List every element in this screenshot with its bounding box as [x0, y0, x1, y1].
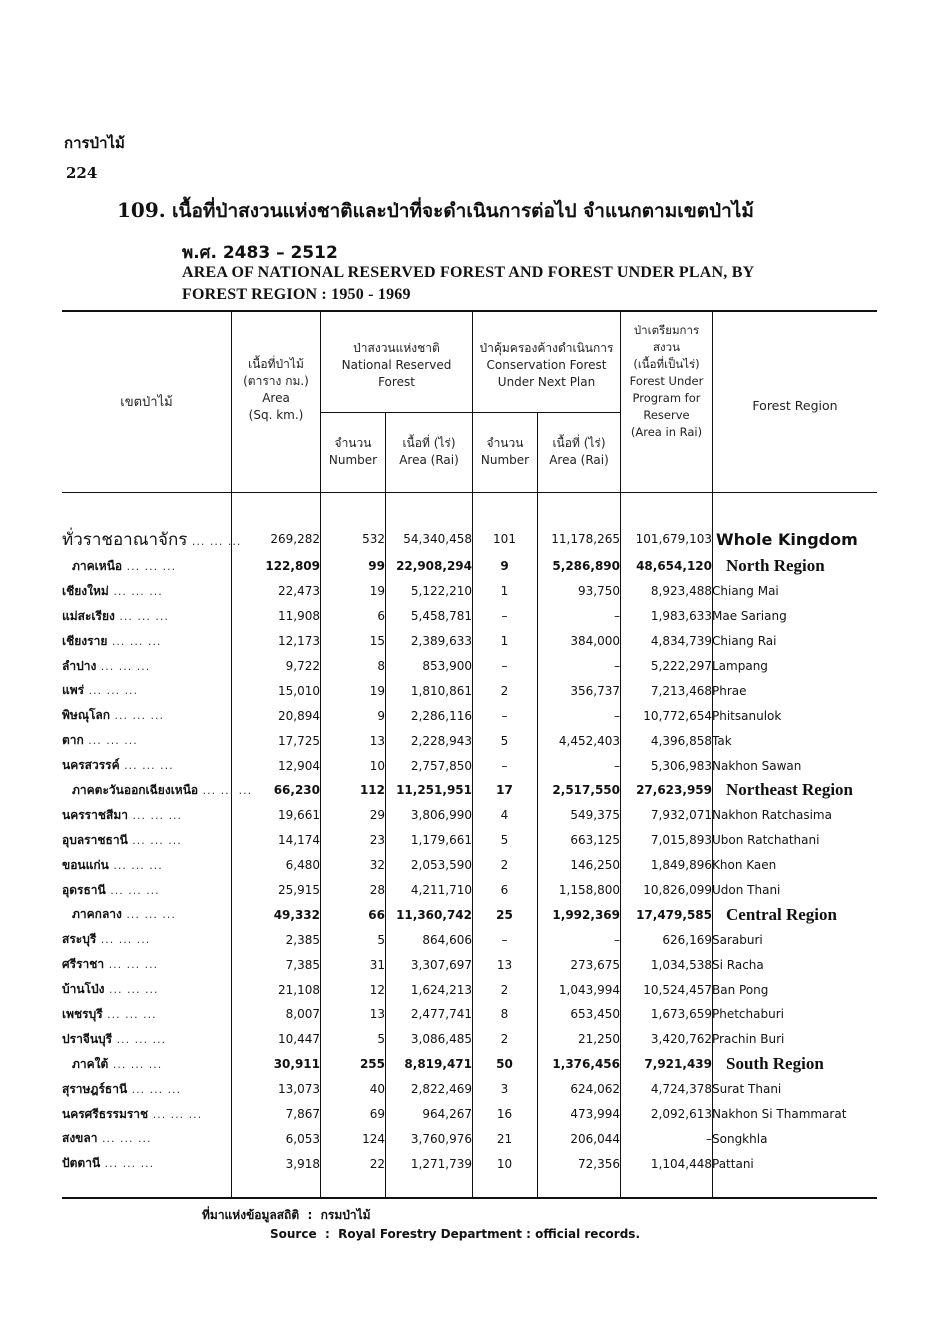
- cell-cf-num: 5: [500, 733, 509, 748]
- cell-cf-area: 72,356: [578, 1156, 620, 1171]
- cell-area: 3,918: [285, 1156, 320, 1171]
- cell-th: นครราชสีมา ... ... ...: [62, 807, 182, 822]
- cell-th: เชียงใหม่ ... ... ...: [62, 583, 163, 598]
- cell-cf-area: 1,376,456: [552, 1057, 620, 1072]
- cell-prog: 5,306,983: [650, 758, 712, 773]
- cell-area: 49,332: [273, 907, 320, 922]
- cell-en: Mae Sariang: [712, 609, 787, 624]
- cell-cf-area: 663,125: [570, 833, 620, 848]
- cell-nrf-num: 9: [377, 708, 385, 723]
- cell-cf-area: 549,375: [570, 808, 620, 823]
- cell-nrf-area: 2,228,943: [410, 733, 472, 748]
- cell-th: ภาคกลาง ... ... ...: [72, 907, 176, 922]
- cell-nrf-area: 2,389,633: [410, 634, 472, 649]
- cell-th: แม่สะเรียง ... ... ...: [62, 608, 169, 623]
- cell-nrf-num: 112: [359, 783, 385, 798]
- cell-area: 7,385: [285, 957, 320, 972]
- cell-th: ภาคใต้ ... ... ...: [72, 1056, 163, 1071]
- header-nrf-area: เนื้อที่ (ไร่) Area (Rai): [399, 436, 459, 467]
- cell-nrf-num: 124: [362, 1131, 385, 1146]
- cell-cf-area: 11,178,265: [551, 532, 620, 546]
- table-row: [62, 878, 877, 903]
- cell-cf-num: 4: [500, 808, 509, 823]
- cell-area: 2,385: [285, 932, 320, 947]
- cell-th: ศรีราชา ... ... ...: [62, 957, 159, 972]
- table-row: [62, 1102, 877, 1127]
- table-row: [62, 927, 877, 952]
- cell-nrf-area: 54,340,458: [403, 532, 472, 546]
- cell-prog: 1,849,896: [650, 858, 712, 873]
- header-nrf-number: จำนวน Number: [328, 436, 378, 467]
- cell-en: Tak: [712, 733, 732, 748]
- cell-th: บ้านโป่ง ... ... ...: [62, 982, 159, 997]
- cell-en: Ubon Ratchathani: [712, 833, 820, 848]
- cell-area: 19,661: [278, 808, 320, 823]
- cell-prog: 101,679,103: [635, 532, 712, 546]
- cell-nrf-num: 255: [359, 1057, 385, 1072]
- cell-en: Prachin Buri: [712, 1032, 785, 1047]
- table-top-rule: [62, 310, 877, 312]
- cell-nrf-num: 10: [369, 758, 385, 773]
- table-row: [62, 853, 877, 878]
- cell-cf-num: 9: [500, 559, 509, 574]
- cell-en: Khon Kaen: [712, 858, 777, 873]
- cell-cf-area: –: [614, 932, 620, 947]
- cell-nrf-area: 1,624,213: [410, 982, 472, 997]
- cell-nrf-num: 19: [369, 683, 385, 698]
- cell-cf-num: 50: [496, 1057, 513, 1072]
- cell-nrf-area: 964,267: [422, 1107, 472, 1122]
- cell-en: Nakhon Sawan: [712, 758, 802, 773]
- cell-nrf-area: 3,086,485: [410, 1032, 472, 1047]
- cell-cf-area: 624,062: [570, 1082, 620, 1097]
- cell-area: 15,010: [278, 683, 320, 698]
- table-row: [62, 678, 877, 703]
- cell-area: 17,725: [278, 733, 320, 748]
- title-thai: เนื้อที่ป่าสงวนแห่งชาติและป่าที่จะดำเนินการต่อไป จำแนกตามเขตป่าไม้: [172, 200, 754, 222]
- cell-cf-area: 1,043,994: [558, 982, 620, 997]
- cell-cf-area: 356,737: [570, 683, 620, 698]
- cell-area: 9,722: [285, 659, 320, 673]
- cell-prog: 4,834,739: [650, 634, 712, 649]
- cell-area: 30,911: [273, 1057, 320, 1072]
- cell-nrf-num: 5: [377, 1032, 385, 1047]
- cell-th: ภาคเหนือ ... ... ...: [72, 558, 177, 573]
- cell-cf-num: 2: [500, 1032, 509, 1047]
- cell-cf-area: 1,992,369: [552, 907, 620, 922]
- cell-nrf-area: 11,251,951: [396, 783, 472, 798]
- cell-cf-num: 2: [500, 982, 509, 997]
- cell-en: Northeast Region: [726, 780, 854, 800]
- cell-cf-area: –: [614, 659, 620, 673]
- cell-en: Chiang Mai: [712, 584, 779, 599]
- cell-th: นครศรีธรรมราช ... ... ...: [62, 1106, 203, 1121]
- cell-cf-area: 206,044: [570, 1131, 620, 1146]
- header-forest-region-en: Forest Region: [752, 398, 838, 413]
- cell-prog: 7,015,893: [650, 833, 712, 848]
- table-row: [62, 803, 877, 828]
- cell-nrf-num: 28: [369, 883, 385, 898]
- cell-en: Songkhla: [712, 1131, 768, 1146]
- cell-nrf-num: 12: [369, 982, 385, 997]
- cell-area: 12,173: [278, 634, 320, 649]
- cell-th: แพร่ ... ... ...: [62, 683, 139, 698]
- cell-nrf-num: 66: [368, 907, 385, 922]
- cell-prog: 1,983,633: [650, 609, 712, 624]
- cell-area: 11,908: [278, 609, 320, 624]
- cell-nrf-num: 69: [369, 1107, 385, 1122]
- table-row: [62, 753, 877, 778]
- table-row: [62, 952, 877, 977]
- cell-prog: 1,034,538: [650, 957, 712, 972]
- header-cf-area: เนื้อที่ (ไร่) Area (Rai): [549, 436, 609, 467]
- cell-cf-num: –: [501, 659, 508, 673]
- table-bottom-rule: [62, 1197, 877, 1199]
- table-row: [62, 1002, 877, 1027]
- cell-th: อุดรธานี ... ... ...: [62, 882, 160, 897]
- cell-nrf-area: 3,760,976: [410, 1131, 472, 1146]
- cell-area: 12,904: [278, 758, 320, 773]
- header-bottom-rule: [62, 492, 877, 493]
- cell-cf-num: –: [501, 758, 508, 773]
- table-row: [62, 554, 877, 579]
- cell-cf-num: 3: [500, 1082, 509, 1097]
- cell-th: นครสวรรค์ ... ... ...: [62, 758, 174, 773]
- cell-en: Phetchaburi: [712, 1007, 784, 1022]
- cell-nrf-area: 11,360,742: [396, 907, 472, 922]
- section-name: การป่าไม้: [64, 134, 125, 152]
- cell-cf-num: –: [501, 932, 508, 947]
- cell-en: Surat Thani: [712, 1082, 782, 1097]
- cell-nrf-area: 1,271,739: [410, 1156, 472, 1171]
- cell-cf-num: 16: [496, 1107, 513, 1122]
- cell-nrf-area: 2,757,850: [410, 758, 472, 773]
- cell-prog: 48,654,120: [636, 559, 712, 574]
- cell-en: Whole Kingdom: [716, 529, 858, 549]
- cell-nrf-area: 2,053,590: [410, 858, 472, 873]
- cell-area: 66,230: [273, 783, 320, 798]
- cell-nrf-num: 8: [377, 659, 385, 673]
- cell-nrf-area: 1,179,661: [410, 833, 472, 848]
- cell-nrf-area: 8,819,471: [404, 1057, 472, 1072]
- cell-nrf-num: 22: [369, 1156, 385, 1171]
- cell-cf-area: –: [614, 708, 620, 723]
- cell-nrf-num: 40: [369, 1082, 385, 1097]
- cell-cf-num: 13: [496, 957, 513, 972]
- cell-cf-num: 1: [500, 584, 509, 599]
- cell-area: 7,867: [285, 1107, 320, 1122]
- cell-cf-num: 2: [500, 858, 509, 873]
- cell-th: ขอนแก่น ... ... ...: [62, 857, 163, 872]
- table-row: [62, 1027, 877, 1052]
- cell-en: Chiang Rai: [712, 634, 777, 649]
- cell-nrf-num: 23: [369, 833, 385, 848]
- cell-area: 21,108: [278, 982, 320, 997]
- cell-prog: 1,673,659: [650, 1007, 712, 1022]
- cell-cf-num: 6: [500, 883, 509, 898]
- cell-th: อุบลราชธานี ... ... ...: [62, 832, 182, 847]
- cell-prog: 626,169: [662, 932, 712, 947]
- cell-cf-area: 384,000: [570, 634, 620, 649]
- cell-nrf-num: 532: [362, 532, 385, 546]
- cell-cf-area: 273,675: [570, 957, 620, 972]
- cell-cf-area: –: [614, 758, 620, 773]
- header-forest-under-program: ป่าเตรียมการ สงวน (เนื้อที่เป็นไร่) Forest Under Program for Reserve (Area in Rai): [629, 323, 704, 439]
- cell-th: สุราษฎร์ธานี ... ... ...: [62, 1081, 182, 1096]
- table-row: [62, 703, 877, 728]
- cell-cf-num: 21: [496, 1131, 513, 1146]
- cell-area: 25,915: [278, 883, 320, 898]
- cell-en: Phitsanulok: [712, 708, 782, 723]
- cell-prog: 2,092,613: [650, 1107, 712, 1122]
- cell-en: Phrae: [712, 683, 747, 698]
- cell-nrf-area: 2,822,469: [410, 1082, 472, 1097]
- cell-prog: 3,420,762: [650, 1032, 712, 1047]
- table-row: [62, 902, 877, 927]
- table-row: [62, 1126, 877, 1151]
- cell-area: 269,282: [270, 532, 320, 546]
- cell-en: Nakhon Si Thammarat: [712, 1107, 847, 1122]
- cell-th: สงขลา ... ... ...: [62, 1131, 152, 1146]
- header-cf-number: จำนวน Number: [480, 436, 530, 467]
- cell-th: เพชรบุรี ... ... ...: [62, 1006, 157, 1021]
- cell-nrf-num: 31: [369, 957, 385, 972]
- cell-nrf-num: 32: [369, 858, 385, 873]
- table-row: [62, 1151, 877, 1176]
- cell-nrf-area: 22,908,294: [396, 559, 472, 574]
- title-english-line1: AREA OF NATIONAL RESERVED FOREST AND FOREST UNDER PLAN, BY: [182, 264, 755, 281]
- header-national-reserved-forest: ป่าสงวนแห่งชาติ National Reserved Forest: [341, 341, 452, 389]
- cell-th: ปัตตานี ... ... ...: [62, 1156, 155, 1171]
- title-thai-year: พ.ศ. 2483 – 2512: [182, 243, 338, 263]
- cell-nrf-num: 5: [377, 932, 385, 947]
- table-row: [62, 654, 877, 679]
- table-row: [62, 579, 877, 604]
- table-row: [62, 524, 877, 554]
- cell-cf-area: 5,286,890: [552, 559, 620, 574]
- cell-area: 6,480: [285, 858, 320, 873]
- cell-nrf-area: 2,477,741: [410, 1007, 472, 1022]
- cell-en: North Region: [726, 556, 825, 576]
- cell-cf-area: 1,158,800: [558, 883, 620, 898]
- cell-area: 10,447: [278, 1032, 320, 1047]
- cell-cf-num: 8: [500, 1007, 509, 1022]
- cell-prog: 7,213,468: [650, 683, 712, 698]
- cell-cf-area: –: [614, 609, 620, 624]
- cell-prog: 17,479,585: [636, 907, 712, 922]
- cell-prog: 10,524,457: [643, 982, 712, 997]
- cell-prog: 4,724,378: [650, 1082, 712, 1097]
- cell-nrf-num: 29: [369, 808, 385, 823]
- cell-cf-area: 93,750: [578, 584, 620, 599]
- cell-th: ทั่วราชอาณาจักร ... ... ...: [62, 529, 242, 550]
- source-english: Source : Royal Forestry Department : official records.: [270, 1227, 641, 1241]
- cell-nrf-area: 853,900: [422, 659, 472, 673]
- cell-cf-num: –: [501, 609, 508, 624]
- cell-nrf-num: 15: [369, 634, 385, 649]
- cell-cf-area: 146,250: [570, 858, 620, 873]
- cell-th: ลำปาง ... ... ...: [62, 658, 151, 673]
- cell-cf-num: 101: [493, 532, 516, 546]
- cell-cf-num: 25: [496, 907, 513, 922]
- cell-prog: 7,921,439: [644, 1057, 712, 1072]
- cell-en: Nakhon Ratchasima: [712, 808, 832, 823]
- title-english-line2: FOREST REGION : 1950 - 1969: [182, 286, 411, 303]
- cell-area: 8,007: [285, 1007, 320, 1022]
- cell-cf-area: 4,452,403: [558, 733, 620, 748]
- cell-en: Pattani: [712, 1156, 754, 1171]
- source-thai: ที่มาแห่งข้อมูลสถิติ : กรมป่าไม้: [202, 1208, 371, 1222]
- subheader-rule: [320, 412, 620, 413]
- header-conservation-forest: ป่าคุ้มครองค้างดำเนินการ Conservation Forest Under Next Plan: [479, 341, 614, 389]
- cell-nrf-area: 1,810,861: [410, 683, 472, 698]
- table-row: [62, 828, 877, 853]
- cell-en: Central Region: [726, 904, 837, 924]
- cell-nrf-num: 19: [369, 584, 385, 599]
- cell-nrf-area: 5,122,210: [410, 584, 472, 599]
- cell-cf-area: 2,517,550: [552, 783, 620, 798]
- cell-nrf-area: 3,806,990: [410, 808, 472, 823]
- cell-cf-num: 17: [496, 783, 513, 798]
- cell-nrf-area: 3,307,697: [410, 957, 472, 972]
- cell-cf-num: 5: [500, 833, 509, 848]
- cell-nrf-num: 13: [369, 733, 385, 748]
- cell-nrf-num: 6: [377, 609, 385, 624]
- cell-area: 122,809: [265, 559, 320, 574]
- table-row: [62, 629, 877, 654]
- cell-nrf-num: 13: [369, 1007, 385, 1022]
- cell-area: 22,473: [278, 584, 320, 599]
- data-table: [62, 524, 877, 1176]
- cell-en: Si Racha: [712, 957, 764, 972]
- cell-en: Udon Thani: [712, 883, 781, 898]
- cell-nrf-area: 4,211,710: [410, 883, 472, 898]
- cell-cf-area: 21,250: [578, 1032, 620, 1047]
- cell-nrf-num: 99: [368, 559, 385, 574]
- cell-prog: 4,396,858: [650, 733, 712, 748]
- cell-th: ภาคตะวันออกเฉียงเหนือ ... ... ...: [72, 782, 253, 797]
- cell-area: 20,894: [278, 708, 320, 723]
- cell-cf-num: 2: [500, 683, 509, 698]
- cell-cf-num: –: [501, 708, 508, 723]
- cell-prog: 27,623,959: [636, 783, 712, 798]
- cell-area: 6,053: [285, 1131, 320, 1146]
- cell-area: 13,073: [278, 1082, 320, 1097]
- cell-prog: 8,923,488: [650, 584, 712, 599]
- header-forest-region-th: เขตป่าไม้: [120, 395, 173, 410]
- cell-prog: 10,772,654: [643, 708, 712, 723]
- table-row: [62, 977, 877, 1002]
- cell-th: ตาก ... ... ...: [62, 733, 138, 748]
- cell-en: Saraburi: [712, 932, 763, 947]
- cell-cf-num: 1: [500, 634, 509, 649]
- cell-cf-num: 10: [496, 1156, 513, 1171]
- cell-en: Ban Pong: [712, 982, 769, 997]
- cell-prog: 10,826,099: [643, 883, 712, 898]
- cell-nrf-area: 5,458,781: [410, 609, 472, 624]
- cell-cf-area: 653,450: [570, 1007, 620, 1022]
- cell-th: ปราจีนบุรี ... ... ...: [62, 1031, 167, 1046]
- cell-prog: 1,104,448: [650, 1156, 712, 1171]
- cell-th: สระบุรี ... ... ...: [62, 932, 151, 947]
- table-row: [62, 604, 877, 629]
- table-row: [62, 1077, 877, 1102]
- header-area: เนื้อที่ป่าไม้ (ตาราง กม.) Area (Sq. km.): [243, 357, 309, 422]
- cell-prog: 7,932,071: [650, 808, 712, 823]
- cell-cf-area: 473,994: [570, 1107, 620, 1122]
- cell-th: เชียงราย ... ... ...: [62, 633, 162, 648]
- cell-area: 14,174: [278, 833, 320, 848]
- cell-nrf-area: 864,606: [422, 932, 472, 947]
- cell-prog: 5,222,297: [650, 659, 712, 673]
- page-number: 224: [66, 164, 98, 182]
- cell-prog: –: [706, 1131, 712, 1146]
- cell-en: Lampang: [712, 659, 768, 673]
- table-row: [62, 778, 877, 803]
- cell-th: พิษณุโลก ... ... ...: [62, 708, 164, 723]
- table-row: [62, 1052, 877, 1077]
- cell-nrf-area: 2,286,116: [410, 708, 472, 723]
- table-row: [62, 728, 877, 753]
- table-number: 109.: [117, 198, 166, 222]
- cell-en: South Region: [726, 1054, 824, 1074]
